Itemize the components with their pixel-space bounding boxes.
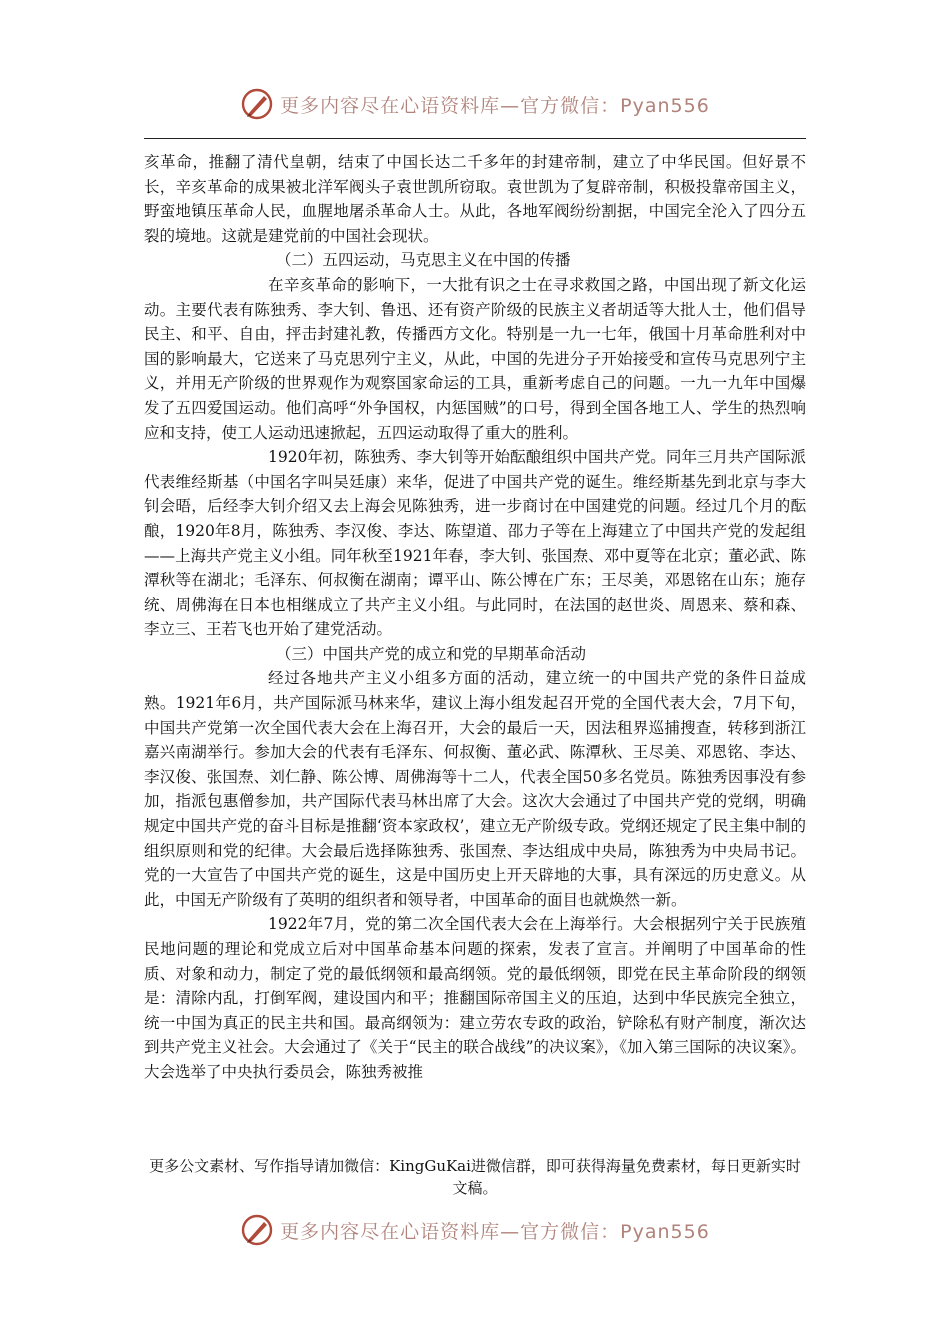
section-heading: （三）中国共产党的成立和党的早期革命活动 [276, 644, 587, 663]
paragraph: 亥革命，推翻了清代皇朝，结束了中国长达二千多年的封建帝制，建立了中华民国。但好景不长，辛亥革命的成果被北洋军阀头子袁世凯所窃取。袁世凯为了复辟帝制，积极投靠帝国主义，野蛮地镇压革命人民，血腥地屠杀革命人士。从此，各地军阀纷纷割据，中国完全沦入了四分五裂的境地。这就是建党前的中国社会现状。 [144, 153, 806, 245]
header-rule [144, 138, 806, 139]
document-body [144, 150, 806, 1085]
paragraph: 在辛亥革命的影响下，一大批有识之士在寻求救国之路，中国出现了新文化运动。主要代表有陈独秀、李大钊、鲁迅、还有资产阶级的民族主义者胡适等大批人士，他们倡导民主、和平、自由，抨击封建礼教，传播西方文化。特别是一九一七年，俄国十月革命胜利对中国的影响最大，它送来了马克思列宁主义，从此，中国的先进分子开始接受和宣传马克思列宁主义，并用无产阶级的世界观作为观察国家命运的工具，重新考虑自己的问题。一九一九年中国爆发了五四爱国运动。他们高呼“外争国权，内惩国贼”的口号，得到全国各地工人、学生的热烈响应和支持，使工人运动迅速掀起，五四运动取得了重大的胜利。 [144, 275, 806, 442]
footer-banner [0, 1210, 950, 1250]
pen-logo-icon [240, 1213, 274, 1247]
paragraph: 经过各地共产主义小组多方面的活动，建立统一的中国共产党的条件日益成熟。1921年6月，共产国际派马林来华，建议上海小组发起召开党的全国代表大会，7月下旬，中国共产党第一次全国代表大会在上海召开，大会的最后一天，因法租界巡捕搜查，转移到浙江嘉兴南湖举行。参加大会的代表有毛泽东、何叔衡、董必武、陈潭秋、王尽美、邓恩铭、李达、李汉俊、张国焘、刘仁静、陈公博、周佛海等十二人，代表全国50多名党员。陈独秀因事没有参加，指派包惠僧参加，共产国际代表马林出席了大会。这次大会通过了中国共产党的党纲，明确规定中国共产党的奋斗目标是推翻‘资本家政权’，建立无产阶级专政。党纲还规定了民主集中制的组织原则和党的纪律。大会最后选择陈独秀、张国焘、李达组成中央局，陈独秀为中央局书记。党的一大宣告了中国共产党的诞生，这是中国历史上开天辟地的大事，具有深远的历史意义。从此，中国无产阶级有了英明的组织者和领导者，中国革命的面目也就焕然一新。 [144, 669, 806, 909]
footer-note: 更多公文素材、写作指导请加微信：KingGuKai进微信群，即可获得海量免费素材，每日更新实时文稿。 [149, 1157, 801, 1197]
header-banner [0, 84, 950, 124]
section-heading: （二）五四运动，马克思主义在中国的传播 [276, 251, 571, 270]
banner-text: 更多内容尽在心语资料库—官方微信：Pyan556 [280, 94, 710, 117]
pen-logo-icon [240, 87, 274, 121]
paragraph: 1922年7月，党的第二次全国代表大会在上海举行。大会根据列宁关于民族殖民地问题的理论和党成立后对中国革命基本问题的探索，发表了宣言。并阐明了中国革命的性质、对象和动力，制定了党的最低纲领和最高纲领。党的最低纲领，即党在民主革命阶段的纲领是：清除内乱，打倒军阀，建设国内和平；推翻国际帝国主义的压迫，达到中华民族完全独立，统一中国为真正的民主共和国。最高纲领为：建立劳农专政的政治，铲除私有财产制度，渐次达到共产党主义社会。大会通过了《关于“民主的联合战线”的决议案》，《加入第三国际的决议案》。大会选举了中央执行委员会，陈独秀被推 [144, 915, 806, 1081]
banner-text: 更多内容尽在心语资料库—官方微信：Pyan556 [280, 1220, 710, 1243]
paragraph: 1920年初，陈独秀、李大钊等开始酝酿组织中国共产党。同年三月共产国际派代表维经斯基（中国名字叫吴廷康）来华，促进了中国共产党的诞生。维经斯基先到北京与李大钊会晤，后经李大钊介绍又去上海会见陈独秀，进一步商讨在中国建党的问题。经过几个月的酝酿，1920年8月，陈独秀、李汉俊、李达、陈望道、邵力子等在上海建立了中国共产党的发起组——上海共产党主义小组。同年秋至1921年春，李大钊、张国焘、邓中夏等在北京；董必武、陈潭秋等在湖北；毛泽东、何叔衡在湖南；谭平山、陈公博在广东；王尽美，邓恩铭在山东；施存统、周佛海在日本也相继成立了共产主义小组。与此同时，在法国的赵世炎、周恩来、蔡和森、李立三、王若飞也开始了建党活动。 [144, 448, 806, 639]
